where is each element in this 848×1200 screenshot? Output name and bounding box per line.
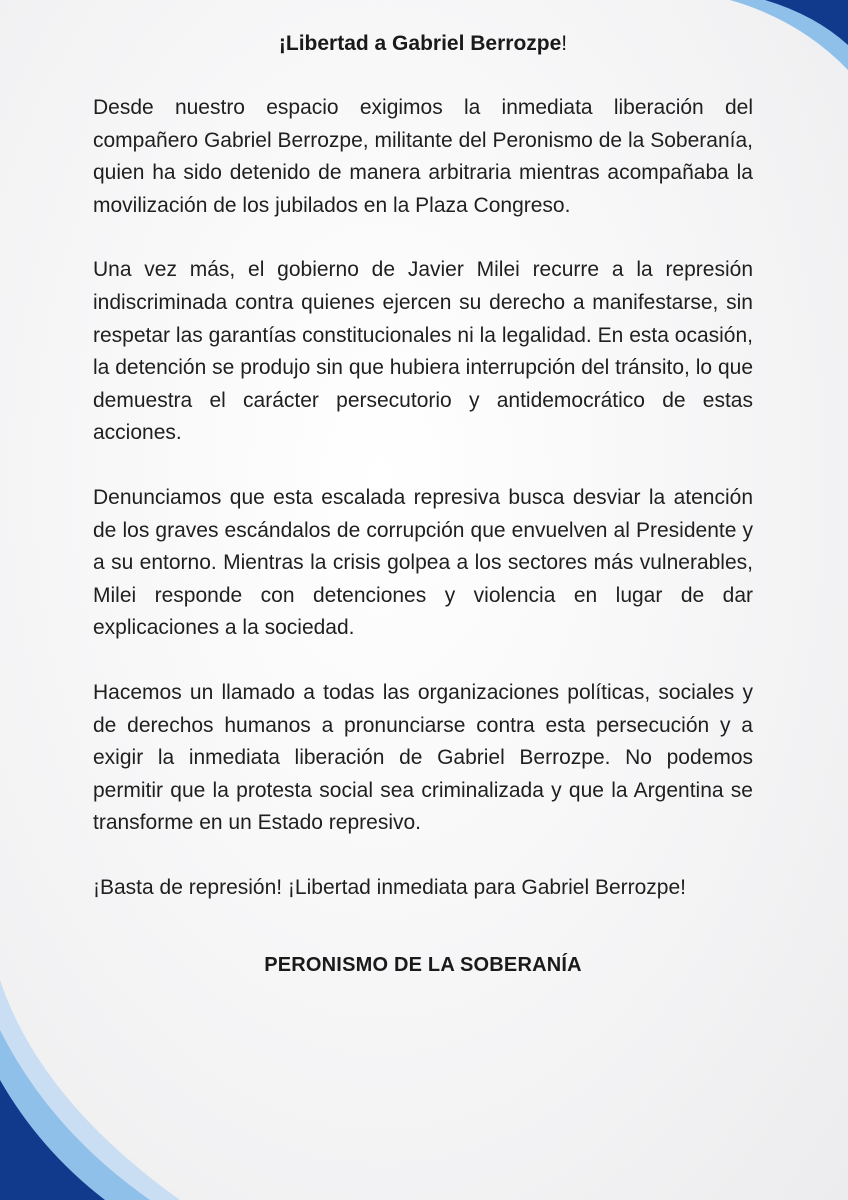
paragraph-2: Una vez más, el gobierno de Javier Milei recurre a la represión indiscriminada contra quienes ejercen su derecho a manifestarse, sin respetar las garantías constitucionales ni la legalidad. En esta ocasión, la detención se produjo sin que hubiera interrupción del tránsito, lo que demuestra el carácter persecutorio y antidemocrático de estas acciones. xyxy=(93,258,753,445)
document-title xyxy=(93,28,753,60)
title-exclamation: ! xyxy=(561,32,568,55)
paragraph-3: Denunciamos que esta escalada represiva busca desviar la atención de los graves escándalos de corrupción que envuelven al Presidente y a su entorno. Mientras la crisis golpea a los sectores más vulnerables, Milei responde con detenciones y violencia en lugar de dar explicaciones a la sociedad. xyxy=(93,485,753,640)
paragraph-4: Hacemos un llamado a todas las organizaciones políticas, sociales y de derechos humanos a pronunciarse contra esta persecución y a exigir la inmediata liberación de Gabriel Berrozpe. No podemos permitir que la protesta social sea criminalizada y que la Argentina se transforme en un Estado represivo. xyxy=(93,680,753,835)
document-body xyxy=(93,28,753,980)
paragraph-5: ¡Basta de represión! ¡Libertad inmediata para Gabriel Berrozpe! xyxy=(93,875,686,899)
paragraph-1: Desde nuestro espacio exigimos la inmediata liberación del compañero Gabriel Berrozpe, militante del Peronismo de la Soberanía, quien ha sido detenido de manera arbitraria mientras acompañaba la movilización de los jubilados en la Plaza Congreso. xyxy=(93,96,753,217)
title-text: ¡Libertad a Gabriel Berrozpe xyxy=(278,32,562,55)
signature: PERONISMO DE LA SOBERANÍA xyxy=(264,954,582,977)
